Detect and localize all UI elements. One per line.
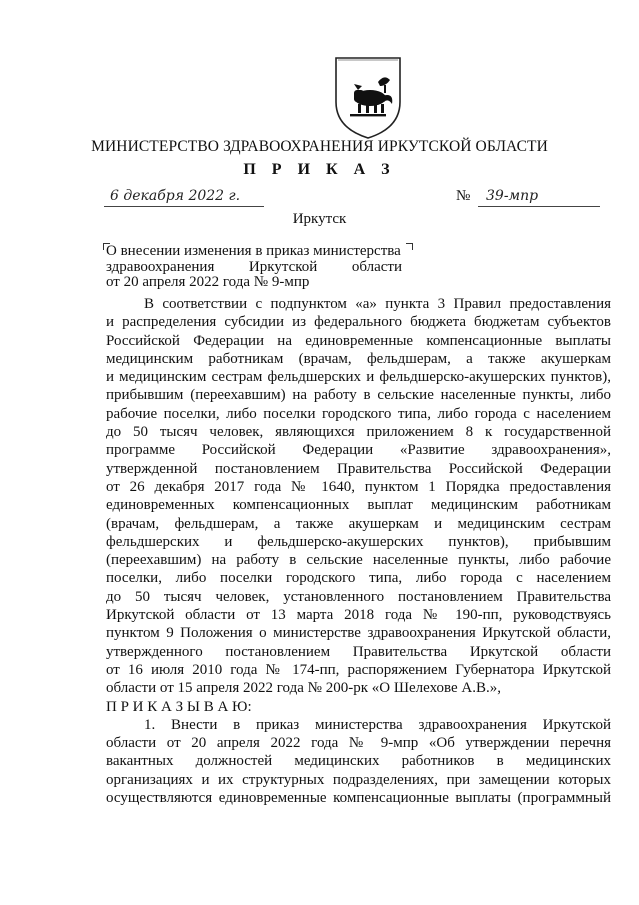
body-line: пунктом 9 Положения о министерстве здравоохранения Иркутской области, xyxy=(106,625,611,642)
body-line-order-word: П Р И К А З Ы В А Ю: xyxy=(106,698,252,715)
body-line: прибывшим (переехавшим) на работу в сельские населенные пункты, либо xyxy=(106,387,611,404)
coat-of-arms-icon xyxy=(328,52,408,140)
order-number-handwritten: 39-мпр xyxy=(486,188,539,204)
body-line: фельдшерских и фельдшерско-акушерских пунктов), прибывшим xyxy=(106,533,611,550)
document-type-title: П Р И К А З xyxy=(243,161,396,178)
body-line: до 50 тысяч человек, являющихся приложением 8 к государственной xyxy=(106,424,611,441)
body-line: медицинским работникам (врачам, фельдшерам, а также акушеркам xyxy=(106,350,611,367)
body-line: утвержденного постановлением Правительства Иркутской области xyxy=(106,643,611,660)
body-line: (врачам, фельдшерам, а также акушеркам и медицинским сестрам xyxy=(106,515,611,532)
body-line: В соответствии с подпунктом «а» пункта 3 Правил предоставления xyxy=(144,296,611,312)
body-line: 1. Внести в приказ министерства здравоохранения Иркутской xyxy=(144,716,611,733)
order-number-label: № xyxy=(456,188,471,204)
ministry-title: МИНИСТЕРСТВО ЗДРАВООХРАНЕНИЯ ИРКУТСКОЙ ОБЛАСТИ xyxy=(91,138,548,155)
body-line: рабочие поселки, либо поселки городского типа, либо города с населением xyxy=(106,405,611,422)
subject-line: здравоохранения Иркутской области xyxy=(106,258,402,275)
city-name: Иркутск xyxy=(292,211,347,227)
body-line: области от 15 апреля 2022 года № 200-рк «О Шелехове А.В.», xyxy=(106,680,501,697)
body-line: до 50 тысяч человек, установленного постановлением Правительства xyxy=(106,588,611,605)
body-line: вакантных должностей медицинских работников в медицинских xyxy=(106,753,611,770)
body-line: программе Российской Федерации «Развитие здравоохранения», xyxy=(106,442,611,459)
body-line: области от 20 апреля 2022 года № 9-мпр «Об утверждении перечня xyxy=(106,735,611,752)
order-subject xyxy=(106,244,402,291)
order-date-handwritten: 6 декабря 2022 г. xyxy=(110,188,241,204)
body-line: Российской Федерации на единовременные компенсационные выплаты xyxy=(106,332,611,349)
body-line: утвержденной постановлением Правительства Российской Федерации xyxy=(106,460,611,477)
order-body xyxy=(106,295,611,807)
number-underline xyxy=(478,206,600,207)
body-line: и распределения субсидии из федерального бюджета бюджетам субъектов xyxy=(106,314,611,331)
body-line: поселки, либо поселки городского типа, либо города с населением xyxy=(106,570,611,587)
subject-line: от 20 апреля 2022 года № 9-мпр xyxy=(106,274,310,290)
subject-bracket-right xyxy=(406,243,413,250)
body-line: осуществляются единовременные компенсационные выплаты (программный xyxy=(106,790,611,807)
body-line: от 16 июля 2010 года № 174-пп, распоряжением Губернатора Иркутской xyxy=(106,661,611,678)
body-line: единовременных компенсационных выплат медицинским работникам xyxy=(106,497,611,514)
body-line: и медицинским сестрам фельдшерских и фельдшерско-акушерских пунктов), xyxy=(106,369,611,386)
body-line: от 26 декабря 2017 года № 1640, пунктом 1 Порядка предоставления xyxy=(106,478,611,495)
subject-line: О внесении изменения в приказ министерства xyxy=(106,243,401,259)
date-underline xyxy=(104,206,264,207)
body-line: Иркутской области от 13 марта 2018 года № 190-пп, руководствуясь xyxy=(106,607,611,624)
body-line: организациях и их структурных подразделениях, при замещении которых xyxy=(106,771,611,788)
body-line: (переехавшим) на работу в сельские населенные пункты, либо рабочие xyxy=(106,552,611,569)
